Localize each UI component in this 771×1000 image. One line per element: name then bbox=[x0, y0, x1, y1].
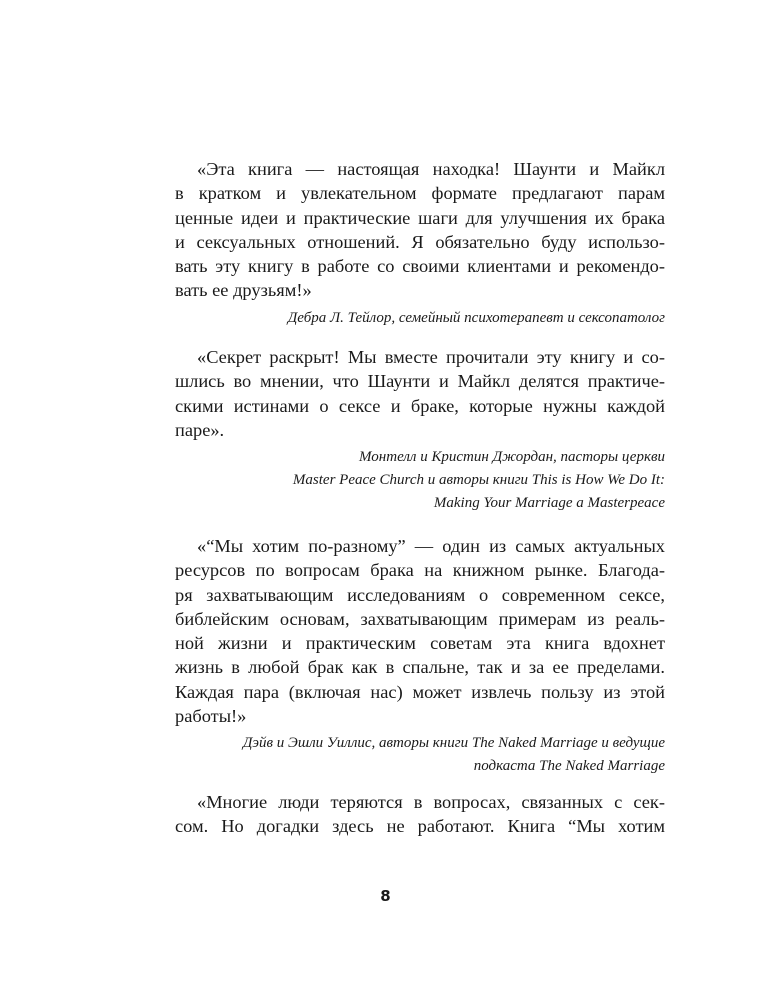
quote-line: шлись во мнении, что Шаунти и Майкл делятся практиче- bbox=[175, 371, 665, 392]
endorsement-quote bbox=[175, 534, 665, 728]
quote-line: жизнь в любой брак как в спальне, так и за ее пределами. bbox=[175, 657, 665, 678]
attribution-line: Монтелл и Кристин Джордан, пасторы церкви bbox=[359, 449, 665, 466]
quote-line: «Секрет раскрыт! Мы вместе прочитали эту книгу и со- bbox=[197, 347, 665, 367]
quote-line: ценные идеи и практические шаги для улучшения их брака bbox=[175, 207, 665, 228]
attribution-line: Master Peace Church и авторы книги This is How We Do It: bbox=[292, 472, 665, 489]
page-number: 8 bbox=[380, 887, 391, 905]
quote-line: ря захватывающим исследованиям о современном сексе, bbox=[175, 584, 665, 605]
quote-line: сом. Но догадки здесь не работают. Книга “Мы хотим bbox=[175, 816, 665, 837]
endorsement-attribution bbox=[175, 732, 665, 778]
quote-line: ресурсов по вопросам брака на книжном рынке. Благода- bbox=[175, 560, 665, 581]
quote-line: в кратком и увлекательном формате предлагают парам bbox=[175, 183, 665, 204]
quote-line: ной жизни и практическим советам эта книга вдохнет bbox=[175, 633, 665, 654]
endorsement-3 bbox=[175, 534, 665, 778]
endorsement-2 bbox=[175, 345, 665, 515]
quote-line: вать ее друзьям!» bbox=[175, 280, 312, 301]
quote-line: «“Мы хотим по-разному” — один из самых актуальных bbox=[197, 536, 665, 556]
endorsement-1 bbox=[175, 157, 665, 330]
attribution-line: Дебра Л. Тейлор, семейный психотерапевт и сексопатолог bbox=[287, 309, 665, 326]
quote-line: вать эту книгу в работе со своими клиентами и рекомендо- bbox=[175, 256, 665, 277]
endorsement-quote bbox=[175, 345, 665, 442]
endorsement-attribution bbox=[175, 446, 665, 515]
endorsement-attribution bbox=[175, 307, 665, 330]
quote-line: библейским основам, захватывающим примерам из реаль- bbox=[175, 608, 665, 629]
quote-line: работы!» bbox=[175, 706, 247, 727]
quote-line: «Эта книга — настоящая находка! Шаунти и Майкл bbox=[197, 159, 665, 179]
attribution-line: подкаста The Naked Marriage bbox=[473, 758, 665, 775]
quote-line: скими истинами о сексе и браке, которые нужны каждой bbox=[175, 395, 665, 416]
quote-line: Каждая пара (включая нас) может извлечь пользу из этой bbox=[175, 681, 665, 702]
endorsement-4 bbox=[175, 790, 665, 839]
attribution-line: Дэйв и Эшли Уиллис, авторы книги The Naked Marriage и ведущие bbox=[242, 735, 665, 752]
quote-line: «Многие люди теряются в вопросах, связанных с сек- bbox=[197, 792, 665, 812]
quote-line: паре». bbox=[175, 419, 225, 440]
quote-line: и сексуальных отношений. Я обязательно буду использо- bbox=[175, 231, 665, 252]
attribution-line: Making Your Marriage a Masterpeace bbox=[433, 495, 665, 512]
endorsement-quote bbox=[175, 790, 665, 839]
endorsement-quote bbox=[175, 157, 665, 303]
